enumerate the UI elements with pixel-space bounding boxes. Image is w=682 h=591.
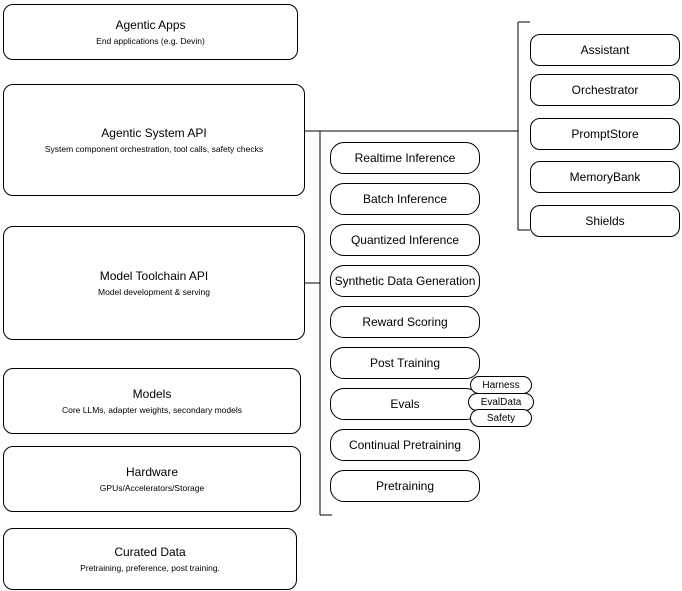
node-reward-scoring[interactable] xyxy=(330,306,480,338)
node-promptstore[interactable] xyxy=(530,118,680,150)
node-subtitle: GPUs/Accelerators/Storage xyxy=(99,482,205,493)
pill-evaldata[interactable]: EvalData xyxy=(468,393,534,411)
node-memorybank[interactable] xyxy=(530,161,680,193)
node-post-training[interactable] xyxy=(330,347,480,379)
node-title: Shields xyxy=(585,214,625,228)
node-evals[interactable] xyxy=(330,388,480,420)
node-title: Assistant xyxy=(580,43,630,57)
pill-safety[interactable]: Safety xyxy=(470,409,532,427)
pill-harness[interactable]: Harness xyxy=(470,376,532,394)
node-orchestrator[interactable] xyxy=(530,74,680,106)
node-title: Curated Data xyxy=(114,544,186,559)
node-models[interactable] xyxy=(3,368,301,434)
node-subtitle: System component orchestration, tool calls, safety checks xyxy=(44,143,264,154)
node-hardware[interactable] xyxy=(3,446,301,512)
node-agentic-system-api[interactable] xyxy=(3,84,305,196)
node-title: Post Training xyxy=(369,356,441,370)
node-title: Quantized Inference xyxy=(350,233,460,247)
node-title: Hardware xyxy=(125,464,179,479)
node-batch-inference[interactable] xyxy=(330,183,480,215)
node-title: Pretraining xyxy=(375,479,435,493)
node-title: Model Toolchain API xyxy=(99,268,209,283)
node-title: MemoryBank xyxy=(569,170,641,184)
node-title: Models xyxy=(132,386,172,401)
node-pretraining[interactable] xyxy=(330,470,480,502)
node-assistant[interactable] xyxy=(530,34,680,66)
node-title: PromptStore xyxy=(571,127,639,141)
node-title: Reward Scoring xyxy=(362,315,448,329)
node-subtitle: Core LLMs, adapter weights, secondary models xyxy=(61,404,242,415)
node-continual-pretraining[interactable] xyxy=(330,429,480,461)
node-subtitle: End applications (e.g. Devin) xyxy=(96,35,205,46)
node-title: Realtime Inference xyxy=(354,151,456,165)
node-realtime-inference[interactable] xyxy=(330,142,480,174)
node-title: Batch Inference xyxy=(362,192,448,206)
node-title: Agentic System API xyxy=(101,125,207,140)
node-title: Synthetic Data Generation xyxy=(334,274,476,288)
node-subtitle: Pretraining, preference, post training. xyxy=(80,562,220,573)
node-quantized-inference[interactable] xyxy=(330,224,480,256)
node-model-toolchain-api[interactable] xyxy=(3,226,305,340)
node-curated-data[interactable] xyxy=(3,528,297,590)
node-title: Evals xyxy=(390,397,420,411)
node-title: Agentic Apps xyxy=(115,17,186,32)
node-synthetic-data-generation[interactable] xyxy=(330,265,480,297)
node-agentic-apps[interactable] xyxy=(3,4,298,60)
node-shields[interactable] xyxy=(530,205,680,237)
node-subtitle: Model development & serving xyxy=(98,286,210,297)
node-title: Orchestrator xyxy=(571,83,639,97)
node-title: Continual Pretraining xyxy=(348,438,462,452)
